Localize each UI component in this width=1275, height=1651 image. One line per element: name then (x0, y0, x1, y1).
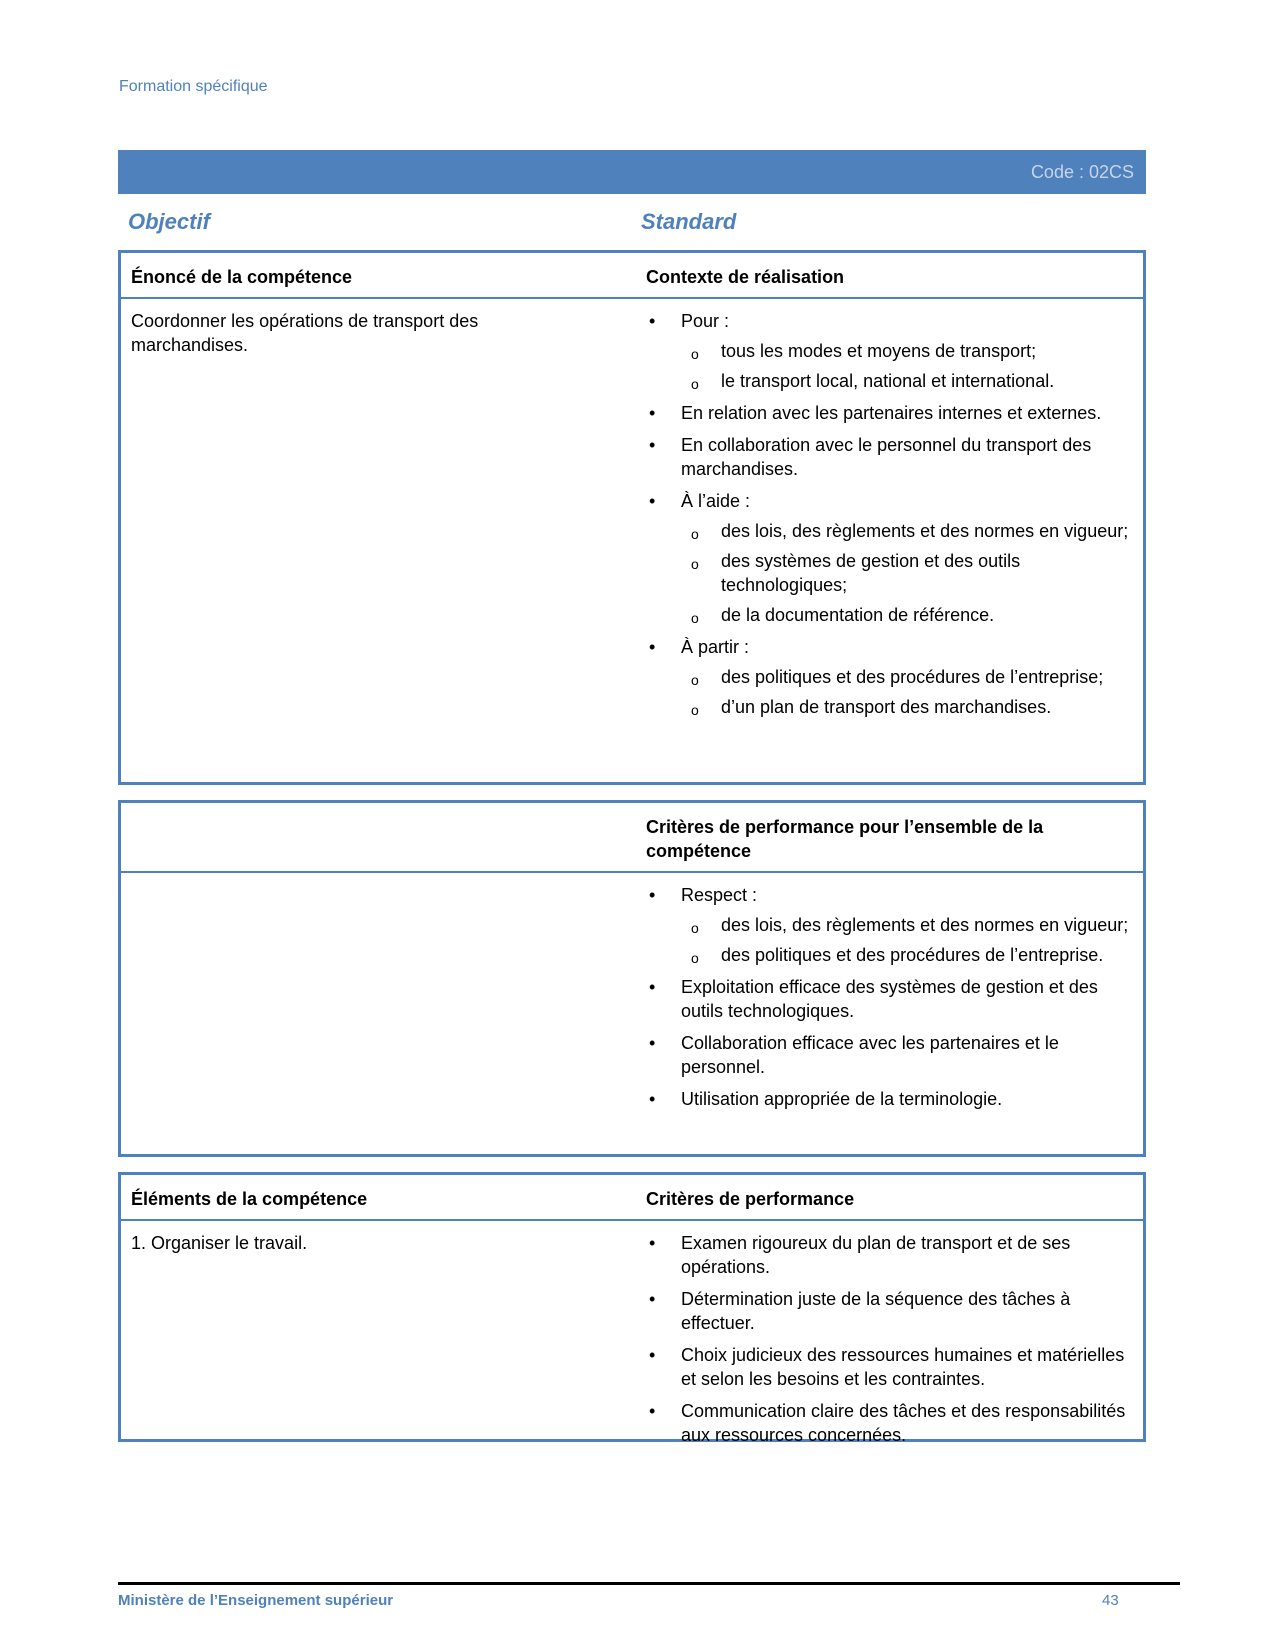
enonce-table (118, 250, 1146, 785)
list-item-text: En collaboration avec le personnel du transport des marchandises. (681, 435, 1092, 479)
footer-rule (118, 1582, 1180, 1585)
list-item (646, 1287, 1136, 1335)
list-item-text: À partir : (681, 637, 750, 657)
sub-list-item-text: de la documentation de référence. (721, 605, 995, 625)
list-item (646, 1399, 1136, 1447)
criteres-header: Critères de performance (646, 1189, 855, 1209)
list-item-text: Exploitation efficace des systèmes de gestion et des outils technologiques. (681, 977, 1098, 1021)
list-item (646, 1087, 1136, 1111)
bullet-icon: • (649, 885, 656, 905)
elements-table-header (121, 1175, 1143, 1221)
bullet-icon: • (649, 1401, 656, 1421)
contexte-header: Contexte de réalisation (646, 267, 845, 287)
list-item (646, 489, 1136, 627)
bullet-icon: • (649, 1089, 656, 1109)
elements-header: Éléments de la compétence (131, 1189, 368, 1209)
element-1: 1. Organiser le travail. (131, 1233, 308, 1253)
list-item-text: Collaboration efficace avec les partenaires et le personnel. (681, 1033, 1059, 1077)
elements-table (118, 1172, 1146, 1445)
list-item-text: Examen rigoureux du plan de transport et de ses opérations. (681, 1233, 1071, 1277)
sub-list-item (646, 943, 1136, 967)
circle-bullet-icon: o (691, 920, 699, 936)
list-item (646, 975, 1136, 1023)
sub-list-item (646, 665, 1136, 689)
bullet-icon: • (649, 1345, 656, 1365)
sub-list-item-text: des politiques et des procédures de l’entreprise; (721, 667, 1104, 687)
running-header: Formation spécifique (119, 78, 268, 95)
sub-list-item-text: des lois, des règlements et des normes en vigueur; (721, 915, 1129, 935)
bullet-icon: • (649, 403, 656, 423)
list-item (646, 309, 1136, 393)
list-item-text: Pour : (681, 311, 730, 331)
list-item-text: Communication claire des tâches et des responsabilités aux ressources concernées. (681, 1401, 1126, 1445)
list-item-text: À l’aide : (681, 491, 751, 511)
criteres-ensemble-header: Critères de performance pour l’ensemble de la compétence (646, 817, 1044, 861)
list-item (646, 433, 1136, 481)
circle-bullet-icon: o (691, 346, 699, 362)
circle-bullet-icon: o (691, 950, 699, 966)
objective-standard-row (128, 209, 1138, 235)
competence-code: Code : 02CS (1030, 162, 1134, 182)
list-item-text: Respect : (681, 885, 758, 905)
list-item-text: Détermination juste de la séquence des tâches à effectuer. (681, 1289, 1071, 1333)
sub-list-item-text: tous les modes et moyens de transport; (721, 341, 1037, 361)
list-item-text: Choix judicieux des ressources humaines et matérielles et selon les besoins et les contraintes. (681, 1345, 1125, 1389)
circle-bullet-icon: o (691, 376, 699, 392)
sub-list-item (646, 369, 1136, 393)
standard-label: Standard (641, 209, 737, 234)
sub-list-item-text: le transport local, national et international. (721, 371, 1055, 391)
list-item (646, 883, 1136, 967)
bullet-icon: • (649, 1233, 656, 1253)
sub-list-item (646, 913, 1136, 937)
list-item (646, 401, 1136, 425)
circle-bullet-icon: o (691, 702, 699, 718)
list-item (646, 1231, 1136, 1279)
sub-list-item-text: d’un plan de transport des marchandises. (721, 697, 1052, 717)
sub-list-item (646, 519, 1136, 543)
list-item (646, 1343, 1136, 1391)
bullet-icon: • (649, 311, 656, 331)
sub-list-item-text: des systèmes de gestion et des outils technologiques; (721, 551, 1021, 595)
objectif-label: Objectif (128, 209, 210, 234)
sub-list-item (646, 549, 1136, 597)
sub-list-item (646, 603, 1136, 627)
list-item (646, 1031, 1136, 1079)
list-item-text: Utilisation appropriée de la terminologie. (681, 1089, 1003, 1109)
circle-bullet-icon: o (691, 526, 699, 542)
list-item (646, 635, 1136, 719)
list-item-text: En relation avec les partenaires internes et externes. (681, 403, 1102, 423)
page-number: 43 (1102, 1592, 1119, 1609)
competence-statement: Coordonner les opérations de transport des marchandises. (131, 311, 479, 355)
sub-list-item (646, 339, 1136, 363)
footer-ministry: Ministère de l’Enseignement supérieur (118, 1592, 394, 1609)
contexte-list (646, 309, 1136, 727)
code-banner (118, 150, 1146, 194)
bullet-icon: • (649, 491, 656, 511)
criteres-ensemble-table (118, 800, 1146, 1157)
sub-list-item-text: des politiques et des procédures de l’entreprise. (721, 945, 1104, 965)
bullet-icon: • (649, 637, 656, 657)
circle-bullet-icon: o (691, 556, 699, 572)
circle-bullet-icon: o (691, 610, 699, 626)
criteres-ensemble-list (646, 883, 1136, 1119)
circle-bullet-icon: o (691, 672, 699, 688)
sub-list-item-text: des lois, des règlements et des normes en vigueur; (721, 521, 1129, 541)
bullet-icon: • (649, 435, 656, 455)
sub-list-item (646, 695, 1136, 719)
bullet-icon: • (649, 1289, 656, 1309)
bullet-icon: • (649, 977, 656, 997)
enonce-table-header (121, 253, 1143, 299)
enonce-header: Énoncé de la compétence (131, 267, 353, 287)
criteres-ensemble-header-row (121, 803, 1143, 873)
criteres-list (646, 1231, 1136, 1455)
bullet-icon: • (649, 1033, 656, 1053)
